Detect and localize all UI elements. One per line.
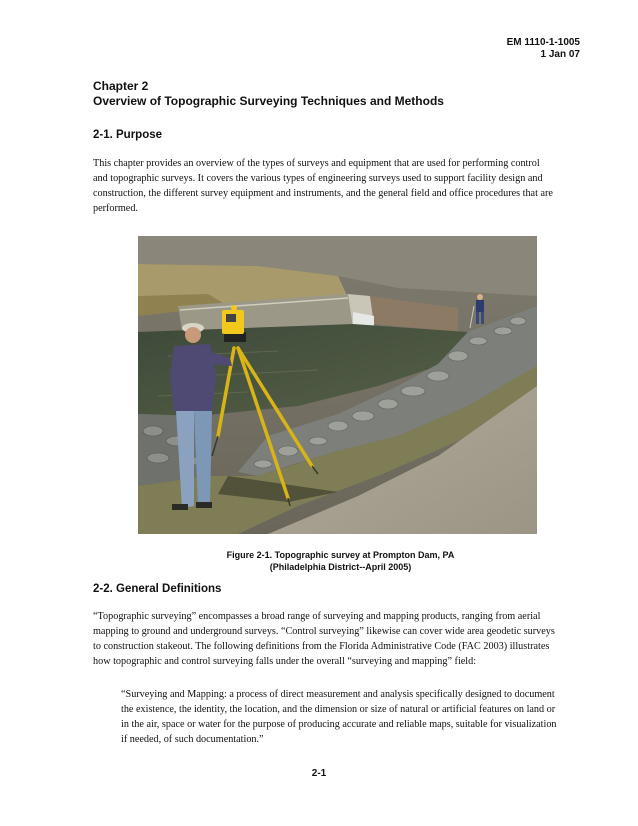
document-date: 1 Jan 07 xyxy=(540,49,580,60)
document-id: EM 1110-1-1005 xyxy=(506,37,580,48)
chapter-title: Overview of Topographic Surveying Techniques and Methods xyxy=(93,94,444,108)
photo-illustration xyxy=(138,236,537,534)
definitions-paragraph: “Topographic surveying” encompasses a broad range of surveying and mapping products, ranging from aerial mapping to ground and underground surveys. “Control surveying” likewise can cover wide area geodetic surveys to construction stakeout. The following definitions from the Florida Administrative Code (FAC 2003) illustrates how topographic and control surveying falls under the overall “surveying and mapping” field: xyxy=(93,611,555,667)
chapter-number: Chapter 2 xyxy=(93,79,149,93)
chapter-heading xyxy=(93,79,444,109)
definition-quote: “Surveying and Mapping: a process of direct measurement and analysis specifically designed to document the existence, the identity, the location, and the dimension or size of natural or artificial features on land or in the air, space or water for the purpose of producing accurate and reliable maps, suitable for visualization if needed, of such documentation.” xyxy=(121,689,557,745)
figure-caption-source: (Philadelphia District--April 2005) xyxy=(269,562,412,572)
purpose-paragraph: This chapter provides an overview of the types of surveys and equipment that are used for performing control and topographic surveys. It covers the various types of engineering surveys used to support facility design and construction, the different survey equipment and instruments, and the general field and office procedures that are performed. xyxy=(93,158,553,214)
document-header xyxy=(507,37,580,61)
survey-photograph xyxy=(138,236,537,534)
page-number: 2-1 xyxy=(311,768,327,779)
figure-caption xyxy=(93,549,588,573)
total-station-instrument xyxy=(222,305,246,342)
section-heading-purpose: 2-1. Purpose xyxy=(93,129,163,141)
figure-caption-title: Figure 2-1. Topographic survey at Prompton Dam, PA xyxy=(226,550,455,560)
section-heading-definitions: 2-2. General Definitions xyxy=(93,583,222,595)
